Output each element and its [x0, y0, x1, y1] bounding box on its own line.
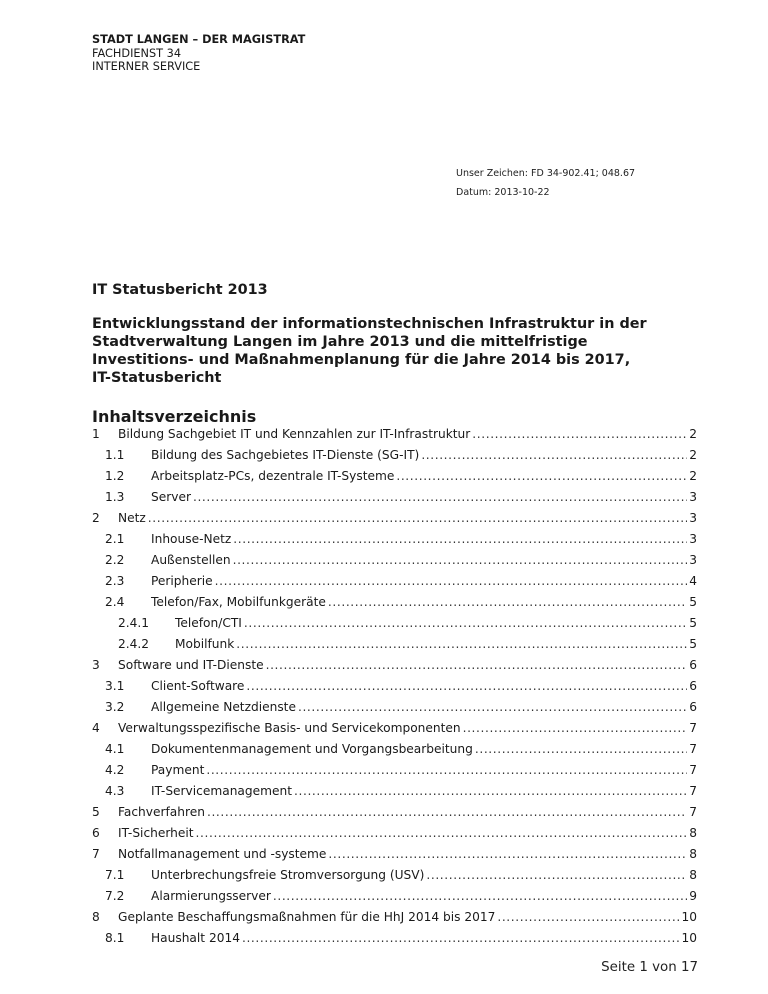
document-title: IT Statusbericht 2013	[92, 282, 268, 298]
toc-entry-page: 10	[681, 930, 697, 945]
toc-entry-label: Geplante Beschaffungsmaßnahmen für die HhJ 2014 bis 2017	[118, 909, 496, 924]
toc-entry[interactable]	[92, 528, 697, 549]
toc-dot-leader	[328, 847, 687, 861]
toc-dot-leader	[233, 553, 687, 567]
toc-entry[interactable]	[92, 591, 697, 612]
toc-entry-page: 2	[689, 447, 697, 462]
toc-heading: Inhaltsverzeichnis	[92, 407, 257, 426]
toc-entry-page: 5	[689, 636, 697, 651]
toc-entry[interactable]	[92, 570, 697, 591]
toc-entry-number: 2	[92, 510, 100, 525]
toc-entry[interactable]	[92, 927, 697, 948]
toc-dot-leader	[421, 448, 687, 462]
toc-entry-number: 7.1	[105, 867, 125, 882]
toc-entry-number: 1	[92, 426, 100, 441]
toc-dot-leader	[148, 511, 687, 525]
toc-entry[interactable]	[92, 465, 697, 486]
toc-entry[interactable]	[92, 759, 697, 780]
toc-entry-label: Arbeitsplatz-PCs, dezentrale IT-Systeme	[151, 468, 395, 483]
toc-entry-number: 4.2	[105, 762, 125, 777]
toc-entry-page: 8	[689, 846, 697, 861]
toc-dot-leader	[497, 910, 679, 924]
toc-entry-number: 2.4.2	[118, 636, 150, 651]
toc-entry-page: 2	[689, 426, 697, 441]
toc-entry-label: Verwaltungsspezifische Basis- und Servicekomponenten	[118, 720, 461, 735]
toc-entry-number: 3	[92, 657, 100, 672]
toc-entry[interactable]	[92, 423, 697, 444]
toc-entry-label: Software und IT-Dienste	[118, 657, 264, 672]
toc-entry-label: Fachverfahren	[118, 804, 205, 819]
toc-entry-page: 5	[689, 615, 697, 630]
toc-entry-page: 2	[689, 468, 697, 483]
toc-dot-leader	[298, 700, 687, 714]
toc-entry-page: 4	[689, 573, 697, 588]
table-of-contents	[92, 423, 697, 948]
toc-entry[interactable]	[92, 612, 697, 633]
toc-entry-number: 3.1	[105, 678, 125, 693]
toc-entry-label: Außenstellen	[151, 552, 231, 567]
toc-entry-page: 3	[689, 531, 697, 546]
toc-entry-page: 7	[689, 762, 697, 777]
toc-entry[interactable]	[92, 906, 697, 927]
toc-entry-page: 8	[689, 867, 697, 882]
toc-entry[interactable]	[92, 654, 697, 675]
toc-entry-number: 2.4.1	[118, 615, 150, 630]
subtitle-line: Stadtverwaltung Langen im Jahre 2013 und die mittelfristige	[92, 334, 588, 350]
toc-dot-leader	[193, 490, 687, 504]
toc-dot-leader	[236, 637, 687, 651]
toc-entry[interactable]	[92, 780, 697, 801]
toc-dot-leader	[244, 616, 687, 630]
toc-entry-label: IT-Servicemanagement	[151, 783, 293, 798]
toc-entry[interactable]	[92, 675, 697, 696]
toc-entry-number: 8.1	[105, 930, 125, 945]
toc-entry-label: Alarmierungsserver	[151, 888, 271, 903]
toc-dot-leader	[426, 868, 687, 882]
subtitle-line: IT-Statusbericht	[92, 370, 222, 386]
toc-entry-label: Client-Software	[151, 678, 245, 693]
toc-entry[interactable]	[92, 444, 697, 465]
toc-entry-page: 7	[689, 720, 697, 735]
toc-entry-label: Inhouse-Netz	[151, 531, 232, 546]
toc-entry-page: 7	[689, 783, 697, 798]
toc-entry[interactable]	[92, 549, 697, 570]
toc-entry-label: Bildung Sachgebiet IT und Kennzahlen zur IT-Infrastruktur	[118, 426, 471, 441]
toc-entry-number: 1.1	[105, 447, 125, 462]
toc-entry-page: 3	[689, 510, 697, 525]
reference-sign: Unser Zeichen: FD 34-902.41; 048.67	[456, 168, 636, 179]
toc-entry-label: Telefon/CTI	[175, 615, 242, 630]
toc-dot-leader	[242, 931, 680, 945]
toc-dot-leader	[328, 595, 687, 609]
toc-entry-label: Netz	[118, 510, 146, 525]
toc-entry[interactable]	[92, 507, 697, 528]
toc-entry-label: Server	[151, 489, 191, 504]
toc-entry-label: Telefon/Fax, Mobilfunkgeräte	[151, 594, 326, 609]
toc-entry-page: 5	[689, 594, 697, 609]
toc-entry[interactable]	[92, 717, 697, 738]
toc-entry-label: Mobilfunk	[175, 636, 235, 651]
toc-entry-label: Payment	[151, 762, 205, 777]
reference-block	[456, 168, 635, 206]
reference-date: Datum: 2013-10-22	[456, 187, 550, 198]
toc-entry[interactable]	[92, 801, 697, 822]
toc-entry-label: Notfallmanagement und -systeme	[118, 846, 327, 861]
organization-name: STADT LANGEN – DER MAGISTRAT	[92, 33, 306, 46]
toc-dot-leader	[233, 532, 687, 546]
toc-entry[interactable]	[92, 738, 697, 759]
toc-entry-number: 8	[92, 909, 100, 924]
toc-entry-label: Bildung des Sachgebietes IT-Dienste (SG-IT)	[151, 447, 420, 462]
subtitle-line: Investitions- und Maßnahmenplanung für die Jahre 2014 bis 2017,	[92, 352, 631, 368]
toc-entry-number: 4	[92, 720, 100, 735]
department-name: FACHDIENST 34	[92, 46, 182, 60]
toc-entry-number: 2.3	[105, 573, 125, 588]
toc-entry-page: 10	[681, 909, 697, 924]
toc-dot-leader	[396, 469, 687, 483]
toc-dot-leader	[246, 679, 687, 693]
toc-entry-page: 7	[689, 741, 697, 756]
toc-entry[interactable]	[92, 633, 697, 654]
toc-dot-leader	[266, 658, 687, 672]
toc-dot-leader	[475, 742, 687, 756]
toc-entry[interactable]	[92, 696, 697, 717]
toc-entry-label: Dokumentenmanagement und Vorgangsbearbeitung	[151, 741, 473, 756]
toc-entry-number: 4.1	[105, 741, 125, 756]
toc-dot-leader	[273, 889, 687, 903]
toc-entry-number: 6	[92, 825, 100, 840]
toc-dot-leader	[215, 574, 687, 588]
toc-entry-label: Unterbrechungsfreie Stromversorgung (USV)	[151, 867, 425, 882]
document-subtitle	[92, 315, 692, 387]
toc-entry-page: 9	[689, 888, 697, 903]
letterhead	[92, 33, 305, 74]
toc-entry-number: 2.1	[105, 531, 125, 546]
toc-dot-leader	[294, 784, 687, 798]
toc-dot-leader	[207, 805, 687, 819]
toc-entry[interactable]	[92, 864, 697, 885]
toc-entry-page: 6	[689, 657, 697, 672]
toc-entry-label: Peripherie	[151, 573, 213, 588]
toc-entry-number: 5	[92, 804, 100, 819]
toc-entry-page: 7	[689, 804, 697, 819]
toc-entry-page: 6	[689, 699, 697, 714]
toc-entry-number: 2.4	[105, 594, 125, 609]
toc-entry-page: 8	[689, 825, 697, 840]
page-indicator: Seite 1 von 17	[601, 960, 698, 975]
toc-entry-page: 6	[689, 678, 697, 693]
toc-entry-page: 3	[689, 552, 697, 567]
unit-name: INTERNER SERVICE	[92, 60, 201, 73]
toc-dot-leader	[206, 763, 687, 777]
toc-entry[interactable]	[92, 885, 697, 906]
toc-dot-leader	[472, 427, 687, 441]
toc-entry-number: 7.2	[105, 888, 125, 903]
toc-entry-number: 7	[92, 846, 100, 861]
toc-entry-number: 3.2	[105, 699, 125, 714]
toc-entry-number: 1.3	[105, 489, 125, 504]
toc-entry-page: 3	[689, 489, 697, 504]
toc-entry-label: Allgemeine Netzdienste	[151, 699, 296, 714]
toc-entry-number: 4.3	[105, 783, 125, 798]
toc-entry[interactable]	[92, 843, 697, 864]
toc-dot-leader	[196, 826, 687, 840]
toc-entry-number: 2.2	[105, 552, 125, 567]
toc-entry[interactable]	[92, 822, 697, 843]
toc-entry-label: Haushalt 2014	[151, 930, 240, 945]
toc-dot-leader	[463, 721, 687, 735]
toc-entry-number: 1.2	[105, 468, 125, 483]
subtitle-line: Entwicklungsstand der informationstechnischen Infrastruktur in der	[92, 316, 647, 332]
toc-entry[interactable]	[92, 486, 697, 507]
toc-entry-label: IT-Sicherheit	[118, 825, 194, 840]
